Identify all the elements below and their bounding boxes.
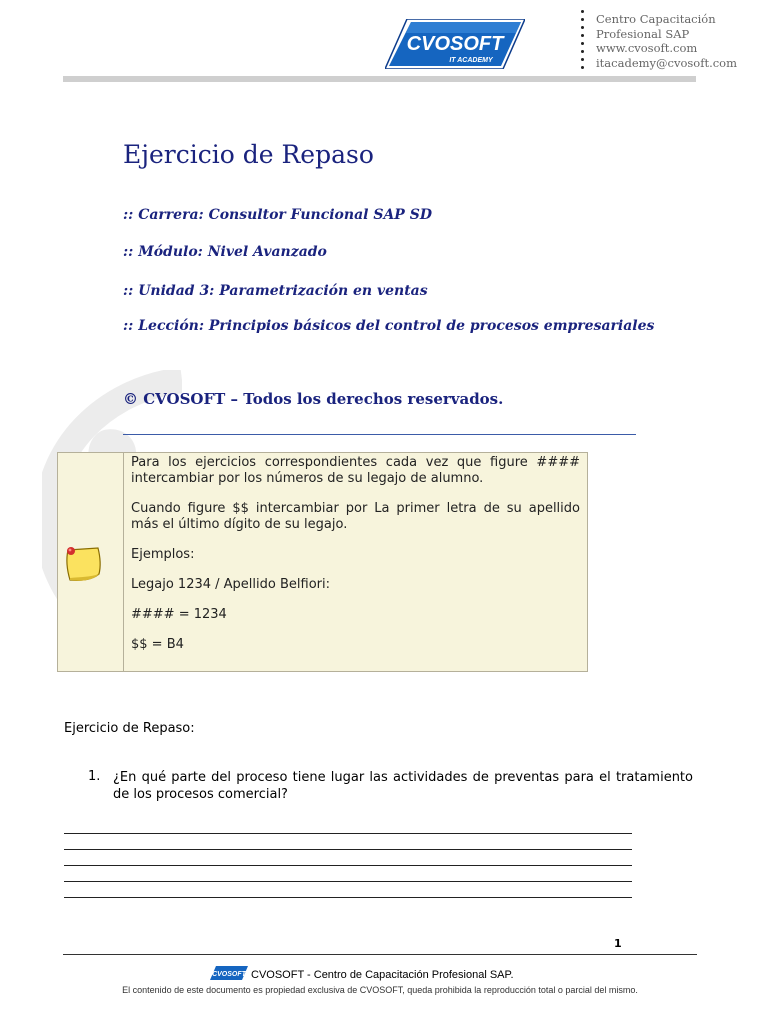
- answer-line: [64, 897, 632, 898]
- footer-divider: [63, 954, 697, 955]
- instructions-note-box: [57, 452, 588, 672]
- question-text: ¿En qué parte del proceso tiene lugar las actividades de preventas para el tratamiento de los procesos comercial?: [113, 770, 693, 802]
- document-title: Ejercicio de Repaso: [123, 140, 374, 169]
- logo-subtext: IT ACADEMY: [449, 57, 493, 64]
- note-paragraph-2: Cuando figure $$ intercambiar por La primer letra de su apellido más el último dígito de su legajo.: [131, 501, 580, 532]
- carrera-line: :: Carrera: Consultor Funcional SAP SD: [123, 207, 432, 223]
- modulo-line: :: Módulo: Nivel Avanzado: [123, 244, 327, 260]
- note-example-dollar: $$ = B4: [131, 637, 184, 652]
- header-divider-bar: [63, 76, 696, 82]
- note-icon-cell: [58, 453, 124, 671]
- note-text: [131, 455, 580, 667]
- note-example-hash: #### = 1234: [131, 607, 227, 622]
- sticky-note-icon: [64, 544, 104, 584]
- unidad-line: :: Unidad 3: Parametrización en ventas: [123, 283, 428, 299]
- exercise-heading: Ejercicio de Repaso:: [64, 721, 195, 736]
- logo-text: CVOSOFT: [406, 33, 504, 55]
- answer-line: [64, 881, 632, 882]
- page-number: 1: [614, 937, 622, 950]
- title-divider: [123, 434, 636, 435]
- answer-line: [64, 849, 632, 850]
- footer-logo-text: CVOSOFT: [212, 971, 246, 978]
- note-examples-label: Ejemplos:: [131, 547, 195, 562]
- note-example-legajo: Legajo 1234 / Apellido Belfiori:: [131, 577, 330, 592]
- contact-website: www.cvosoft.com: [596, 41, 698, 55]
- contact-line-1: Centro Capacitación: [596, 12, 716, 26]
- answer-line: [64, 865, 632, 866]
- footer-title: CVOSOFT - Centro de Capacitación Profesional SAP.: [251, 969, 514, 981]
- contact-email: itacademy@cvosoft.com: [596, 55, 738, 70]
- contact-line-2: Profesional SAP: [596, 26, 690, 41]
- answer-line: [64, 833, 632, 834]
- header-dots-divider: [581, 10, 585, 74]
- leccion-line: :: Lección: Principios básicos del control de procesos empresariales: [123, 318, 655, 334]
- cvosoft-logo: [385, 19, 525, 69]
- footer-copyright-note: El contenido de este documento es propiedad exclusiva de CVOSOFT, queda prohibida la reproducción total o parcial del mismo.: [122, 985, 638, 995]
- contact-info: [596, 12, 737, 70]
- footer-logo-icon: [210, 966, 248, 980]
- question-number: 1.: [88, 769, 101, 784]
- copyright-notice: © CVOSOFT – Todos los derechos reservados.: [123, 390, 504, 408]
- note-paragraph-1: Para los ejercicios correspondientes cada vez que figure #### intercambiar por los números de su legajo de alumno.: [131, 455, 580, 486]
